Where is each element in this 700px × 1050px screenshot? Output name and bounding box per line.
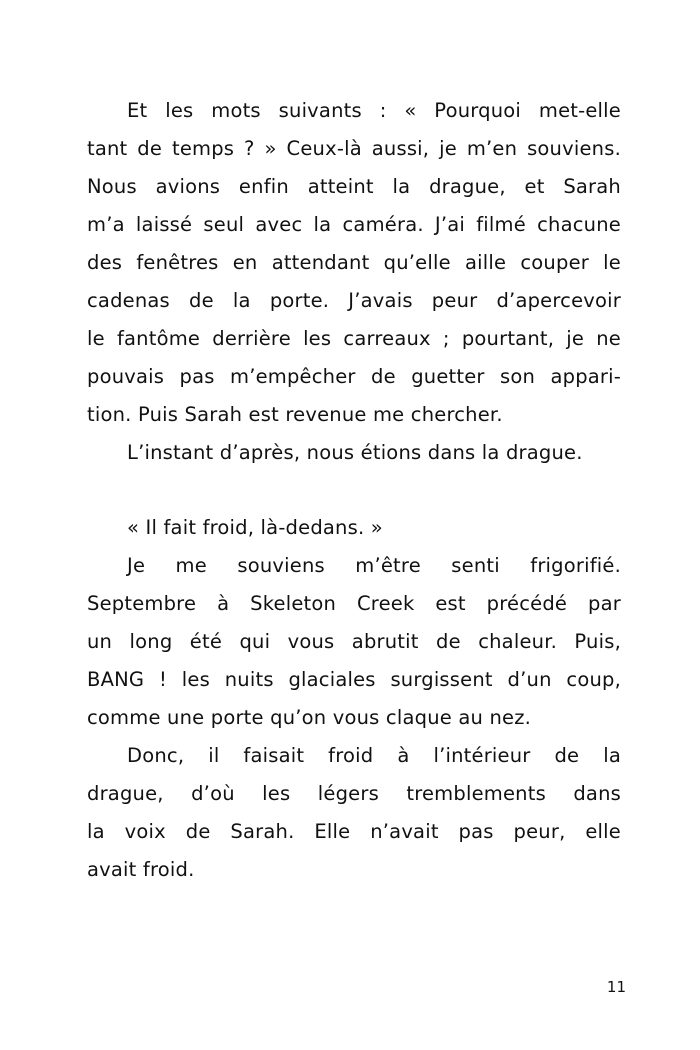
- text-line: comme une porte qu’on vous claque au nez.: [87, 706, 532, 729]
- text-line: cadenas de la porte. J’avais peur d’apercevoir: [87, 289, 621, 312]
- text-line: Septembre à Skeleton Creek est précédé par: [87, 592, 621, 615]
- text-line: un long été qui vous abrutit de chaleur. Puis,: [87, 630, 621, 653]
- text-line: drague, d’où les légers tremblements dans: [87, 782, 621, 805]
- text-line: tion. Puis Sarah est revenue me chercher.: [87, 403, 503, 426]
- text-block-first: [87, 92, 621, 472]
- text-line: Nous avions enfin atteint la drague, et Sarah: [87, 175, 621, 198]
- text-line: L’instant d’après, nous étions dans la drague.: [127, 441, 583, 464]
- text-line: Je me souviens m’être senti frigorifié.: [127, 554, 621, 577]
- text-line: avait froid.: [87, 858, 195, 881]
- text-block-second: [87, 509, 621, 889]
- text-line: la voix de Sarah. Elle n’avait pas peur, elle: [87, 820, 621, 843]
- text-line: Et les mots suivants : « Pourquoi met-elle: [127, 99, 621, 122]
- text-line: Donc, il faisait froid à l’intérieur de la: [127, 744, 621, 767]
- text-line: le fantôme derrière les carreaux ; pourtant, je ne: [87, 327, 621, 350]
- text-line: des fenêtres en attendant qu’elle aille couper le: [87, 251, 621, 274]
- text-line: tant de temps ? » Ceux-là aussi, je m’en souviens.: [87, 137, 621, 160]
- page-number: 11: [606, 978, 626, 996]
- text-line: m’a laissé seul avec la caméra. J’ai filmé chacune: [87, 213, 621, 236]
- text-line: pouvais pas m’empêcher de guetter son appari-: [87, 365, 621, 388]
- text-line: BANG ! les nuits glaciales surgissent d’un coup,: [87, 668, 621, 691]
- text-line: « Il fait froid, là-dedans. »: [127, 516, 383, 539]
